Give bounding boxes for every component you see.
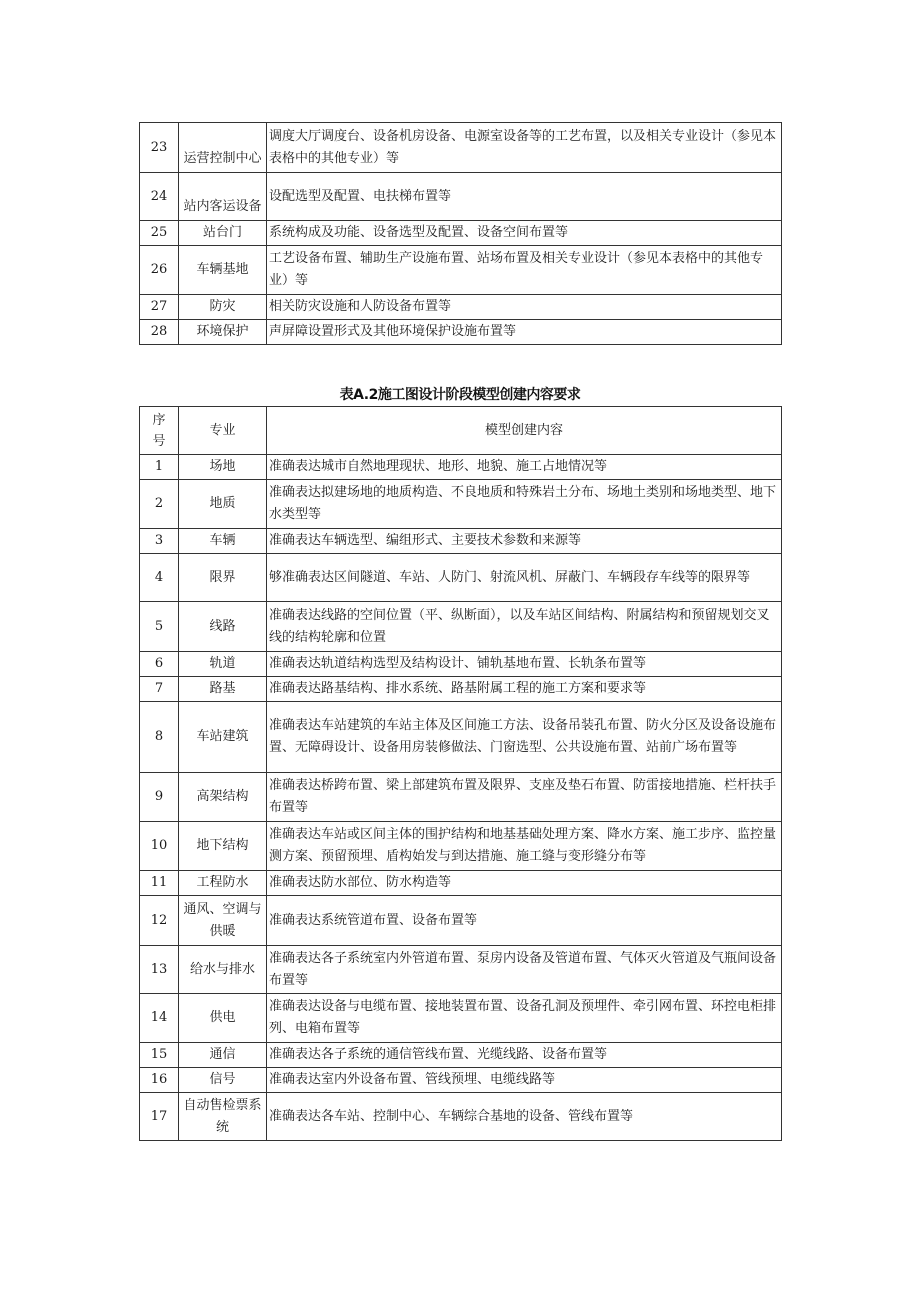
table-header-row <box>140 407 782 455</box>
row-number: 2 <box>140 480 179 529</box>
row-category: 运营控制中心 <box>179 123 267 173</box>
row-description: 调度大厅调度台、设备机房设备、电源室设备等的工艺布置，以及相关专业设计（参见本表格中的其他专业）等 <box>267 123 782 173</box>
row-number: 1 <box>140 455 179 480</box>
row-description: 准确表达防水部位、防水构造等 <box>267 871 782 896</box>
row-description: 设配选型及配置、电扶梯布置等 <box>267 173 782 221</box>
row-description: 准确表达拟建场地的地质构造、不良地质和特殊岩土分布、场地土类别和场地类型、地下水类型等 <box>267 480 782 529</box>
table-row <box>140 1093 782 1141</box>
row-category: 地质 <box>179 480 267 529</box>
row-description: 准确表达线路的空间位置（平、纵断面），以及车站区间结构、附属结构和预留规划交叉线的结构轮廓和位置 <box>267 602 782 652</box>
row-category: 通风、空调与供暖 <box>179 896 267 946</box>
row-number: 8 <box>140 702 179 773</box>
table-row <box>140 123 782 173</box>
row-category: 车辆基地 <box>179 246 267 295</box>
header-content: 模型创建内容 <box>267 407 782 455</box>
row-description: 准确表达车站建筑的车站主体及区间施工方法、设备吊装孔布置、防火分区及设备设施布置、无障碍设计、设备用房装修做法、门窗选型、公共设施布置、站前广场布置等 <box>267 702 782 773</box>
row-category: 站内客运设备 <box>179 173 267 221</box>
table-row <box>140 480 782 529</box>
row-number: 25 <box>140 221 179 246</box>
table-continued <box>139 122 782 345</box>
table-row <box>140 295 782 320</box>
table-row <box>140 246 782 295</box>
row-description: 工艺设备布置、辅助生产设施布置、站场布置及相关专业设计（参见本表格中的其他专业）等 <box>267 246 782 295</box>
row-description: 准确表达系统管道布置、设备布置等 <box>267 896 782 946</box>
table-row <box>140 652 782 677</box>
table-row <box>140 677 782 702</box>
table-row <box>140 871 782 896</box>
row-category: 轨道 <box>179 652 267 677</box>
row-category: 车辆 <box>179 529 267 554</box>
row-number: 12 <box>140 896 179 946</box>
table-row <box>140 529 782 554</box>
row-category: 工程防水 <box>179 871 267 896</box>
row-number: 6 <box>140 652 179 677</box>
row-category: 限界 <box>179 554 267 602</box>
row-category: 地下结构 <box>179 822 267 871</box>
table-row <box>140 946 782 994</box>
row-number: 17 <box>140 1093 179 1141</box>
row-category: 线路 <box>179 602 267 652</box>
row-category: 高架结构 <box>179 773 267 822</box>
table-row <box>140 554 782 602</box>
table-row <box>140 173 782 221</box>
row-number: 14 <box>140 994 179 1043</box>
row-category: 自动售检票系统 <box>179 1093 267 1141</box>
row-description: 准确表达各车站、控制中心、车辆综合基地的设备、管线布置等 <box>267 1093 782 1141</box>
row-category: 场地 <box>179 455 267 480</box>
row-description: 准确表达城市自然地理现状、地形、地貌、施工占地情况等 <box>267 455 782 480</box>
model-content-table <box>139 406 782 1141</box>
table-row <box>140 455 782 480</box>
row-description: 准确表达室内外设备布置、管线预埋、电缆线路等 <box>267 1068 782 1093</box>
row-number: 28 <box>140 320 179 345</box>
row-number: 27 <box>140 295 179 320</box>
row-category: 通信 <box>179 1043 267 1068</box>
table-row <box>140 320 782 345</box>
row-category: 路基 <box>179 677 267 702</box>
table-row <box>140 896 782 946</box>
header-no: 序号 <box>140 407 179 455</box>
row-category: 站台门 <box>179 221 267 246</box>
row-description: 准确表达车站或区间主体的围护结构和地基基础处理方案、降水方案、施工步序、监控量测方案、预留预埋、盾构始发与到达措施、施工缝与变形缝分布等 <box>267 822 782 871</box>
row-number: 11 <box>140 871 179 896</box>
row-description: 准确表达桥跨布置、梁上部建筑布置及限界、支座及垫石布置、防雷接地措施、栏杆扶手布置等 <box>267 773 782 822</box>
row-number: 10 <box>140 822 179 871</box>
table-row <box>140 1068 782 1093</box>
row-category: 信号 <box>179 1068 267 1093</box>
row-number: 15 <box>140 1043 179 1068</box>
table-row <box>140 702 782 773</box>
row-category: 防灾 <box>179 295 267 320</box>
row-description: 系统构成及功能、设备选型及配置、设备空间布置等 <box>267 221 782 246</box>
row-number: 24 <box>140 173 179 221</box>
table-row <box>140 221 782 246</box>
table-caption: 表A.2施工图设计阶段模型创建内容要求 <box>339 387 581 403</box>
table-row <box>140 602 782 652</box>
row-number: 9 <box>140 773 179 822</box>
row-description: 准确表达设备与电缆布置、接地装置布置、设备孔洞及预埋件、牵引网布置、环控电柜排列、电箱布置等 <box>267 994 782 1043</box>
row-description: 准确表达车辆选型、编组形式、主要技术参数和来源等 <box>267 529 782 554</box>
row-category: 环境保护 <box>179 320 267 345</box>
table-row <box>140 822 782 871</box>
row-number: 7 <box>140 677 179 702</box>
row-number: 23 <box>140 123 179 173</box>
row-description: 够准确表达区间隧道、车站、人防门、射流风机、屏蔽门、车辆段存车线等的限界等 <box>267 554 782 602</box>
row-category: 供电 <box>179 994 267 1043</box>
table-row <box>140 1043 782 1068</box>
row-description: 准确表达轨道结构选型及结构设计、铺轨基地布置、长轨条布置等 <box>267 652 782 677</box>
row-description: 准确表达各子系统室内外管道布置、泵房内设备及管道布置、气体灭火管道及气瓶间设备布置等 <box>267 946 782 994</box>
row-description: 准确表达各子系统的通信管线布置、光缆线路、设备布置等 <box>267 1043 782 1068</box>
row-number: 26 <box>140 246 179 295</box>
row-number: 4 <box>140 554 179 602</box>
row-description: 准确表达路基结构、排水系统、路基附属工程的施工方案和要求等 <box>267 677 782 702</box>
row-number: 16 <box>140 1068 179 1093</box>
table-row <box>140 994 782 1043</box>
row-number: 5 <box>140 602 179 652</box>
header-category: 专业 <box>179 407 267 455</box>
row-number: 13 <box>140 946 179 994</box>
row-description: 声屏障设置形式及其他环境保护设施布置等 <box>267 320 782 345</box>
row-category: 车站建筑 <box>179 702 267 773</box>
row-category: 给水与排水 <box>179 946 267 994</box>
table-row <box>140 773 782 822</box>
row-description: 相关防灾设施和人防设备布置等 <box>267 295 782 320</box>
row-number: 3 <box>140 529 179 554</box>
